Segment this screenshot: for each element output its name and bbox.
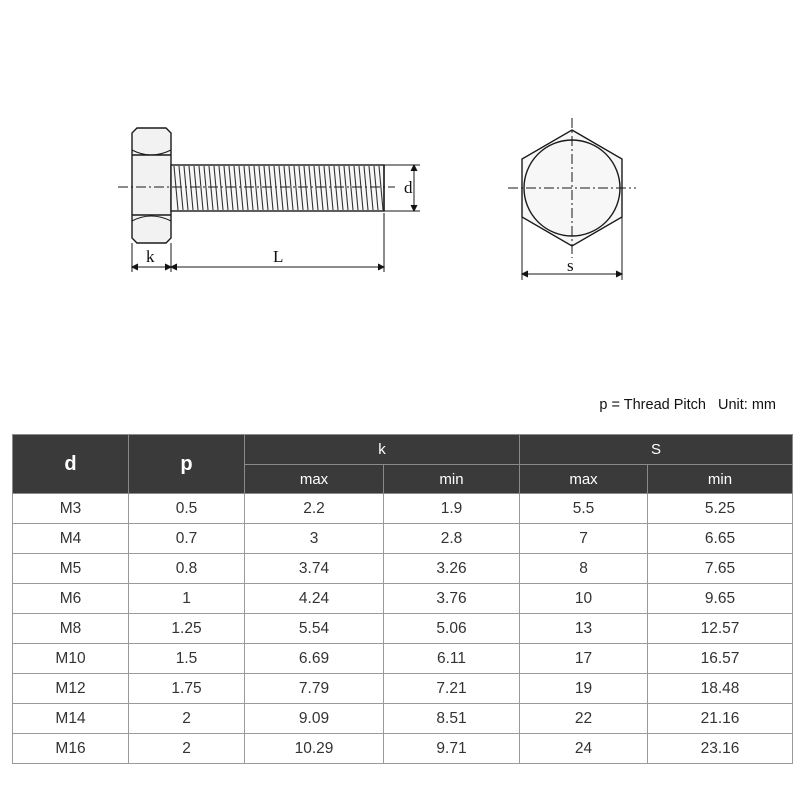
table-row (13, 644, 793, 674)
cell-k-min: 7.21 (384, 674, 520, 704)
cell-k-min: 2.8 (384, 524, 520, 554)
cell-d: M3 (13, 494, 129, 524)
spec-table-body (13, 494, 793, 764)
cell-s-min: 6.65 (648, 524, 793, 554)
table-row (13, 704, 793, 734)
header-k-max: max (245, 465, 384, 494)
cell-s-max: 19 (520, 674, 648, 704)
cell-s-max: 7 (520, 524, 648, 554)
cell-k-min: 1.9 (384, 494, 520, 524)
d-dimension (384, 165, 420, 211)
table-row (13, 614, 793, 644)
table-row (13, 584, 793, 614)
table-row (13, 734, 793, 764)
table-row (13, 554, 793, 584)
cell-p: 2 (129, 704, 245, 734)
cell-s-min: 7.65 (648, 554, 793, 584)
cell-s-min: 12.57 (648, 614, 793, 644)
cell-k-max: 4.24 (245, 584, 384, 614)
header-s-min: min (648, 465, 793, 494)
cell-k-max: 10.29 (245, 734, 384, 764)
cell-k-min: 6.11 (384, 644, 520, 674)
cell-k-max: 6.69 (245, 644, 384, 674)
cell-k-min: 5.06 (384, 614, 520, 644)
cell-p: 0.8 (129, 554, 245, 584)
cell-k-min: 8.51 (384, 704, 520, 734)
L-label: L (273, 247, 284, 266)
unit-label: Unit: mm (718, 397, 776, 413)
cell-s-min: 16.57 (648, 644, 793, 674)
unit-note (560, 397, 776, 413)
cell-s-max: 10 (520, 584, 648, 614)
cell-d: M8 (13, 614, 129, 644)
header-k-min: min (384, 465, 520, 494)
cell-d: M16 (13, 734, 129, 764)
table-row (13, 494, 793, 524)
cell-k-min: 9.71 (384, 734, 520, 764)
k-label: k (146, 247, 155, 266)
cell-d: M14 (13, 704, 129, 734)
spec-table (12, 434, 793, 764)
cell-k-min: 3.26 (384, 554, 520, 584)
cell-p: 0.7 (129, 524, 245, 554)
cell-k-max: 2.2 (245, 494, 384, 524)
cell-s-max: 17 (520, 644, 648, 674)
cell-d: M10 (13, 644, 129, 674)
cell-s-max: 8 (520, 554, 648, 584)
cell-d: M4 (13, 524, 129, 554)
cell-s-min: 21.16 (648, 704, 793, 734)
cell-d: M12 (13, 674, 129, 704)
s-label: s (567, 256, 574, 275)
header-k: k (245, 435, 520, 465)
thread-pitch-note: p = Thread Pitch (599, 397, 706, 413)
cell-d: M5 (13, 554, 129, 584)
bolt-head-end-view (508, 118, 636, 258)
cell-p: 1.25 (129, 614, 245, 644)
header-d: d (13, 435, 129, 494)
cell-s-min: 18.48 (648, 674, 793, 704)
header-p: p (129, 435, 245, 494)
cell-p: 1.75 (129, 674, 245, 704)
cell-s-min: 5.25 (648, 494, 793, 524)
d-label: d (404, 178, 413, 197)
bolt-head-side-view (132, 128, 171, 243)
cell-k-max: 7.79 (245, 674, 384, 704)
table-row (13, 674, 793, 704)
cell-k-max: 3 (245, 524, 384, 554)
cell-s-min: 23.16 (648, 734, 793, 764)
cell-k-min: 3.76 (384, 584, 520, 614)
cell-s-max: 24 (520, 734, 648, 764)
cell-p: 0.5 (129, 494, 245, 524)
cell-d: M6 (13, 584, 129, 614)
cell-s-max: 13 (520, 614, 648, 644)
bolt-technical-drawing (0, 0, 800, 320)
cell-k-max: 5.54 (245, 614, 384, 644)
cell-k-max: 9.09 (245, 704, 384, 734)
cell-k-max: 3.74 (245, 554, 384, 584)
table-row (13, 524, 793, 554)
cell-p: 2 (129, 734, 245, 764)
header-s-max: max (520, 465, 648, 494)
cell-p: 1 (129, 584, 245, 614)
cell-s-min: 9.65 (648, 584, 793, 614)
header-s: S (520, 435, 793, 465)
cell-p: 1.5 (129, 644, 245, 674)
cell-s-max: 5.5 (520, 494, 648, 524)
cell-s-max: 22 (520, 704, 648, 734)
bolt-shank-side-view (171, 165, 384, 211)
